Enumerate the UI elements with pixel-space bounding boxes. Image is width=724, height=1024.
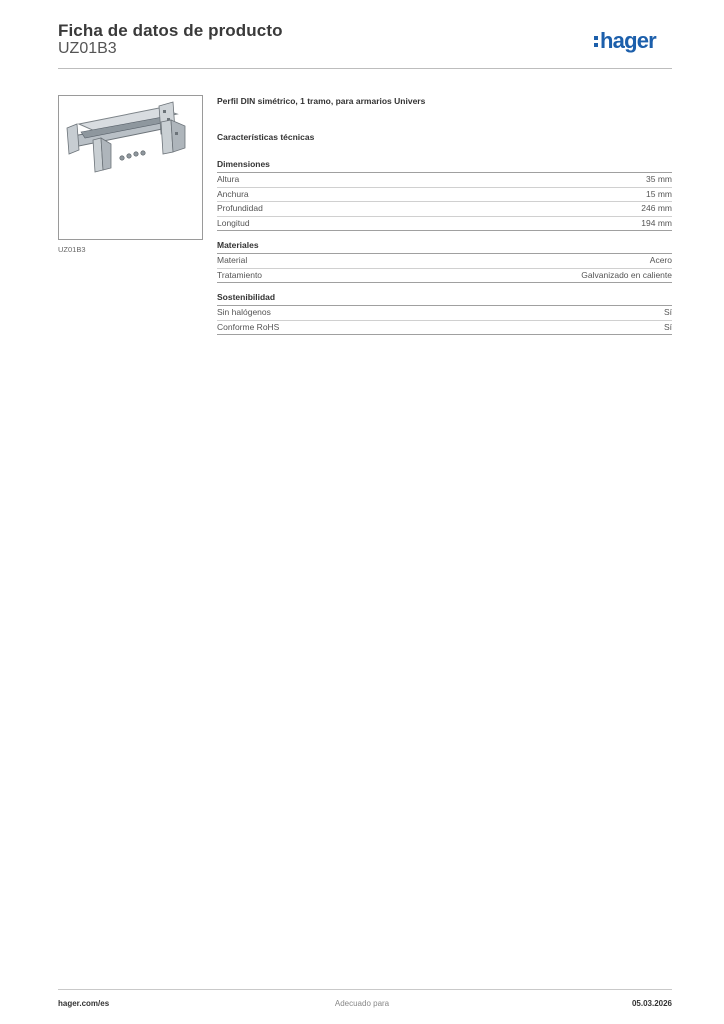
image-caption: UZ01B3	[58, 245, 86, 254]
logo-dot-bottom	[594, 43, 598, 47]
footer-website-link[interactable]: hager.com/es	[58, 999, 110, 1008]
spec-label: Profundidad	[217, 203, 263, 213]
spec-value: 194 mm	[641, 217, 672, 228]
logo-wordmark: hager	[600, 28, 656, 53]
spec-group-dimensiones	[217, 159, 672, 231]
spec-group-title: Sostenibilidad	[217, 292, 672, 306]
screw	[141, 151, 145, 155]
spec-value: 15 mm	[646, 188, 672, 199]
spec-heading: Características técnicas	[217, 132, 315, 142]
spec-value: Galvanizado en caliente	[581, 269, 672, 280]
screw	[134, 152, 138, 156]
spec-row	[217, 321, 672, 336]
spec-row	[217, 188, 672, 203]
spec-value: Sí	[663, 307, 672, 317]
header-divider	[58, 68, 672, 69]
spec-label: Sin halógenos	[217, 307, 271, 317]
logo-dot-top	[594, 36, 598, 40]
spec-group-materiales	[217, 240, 672, 283]
spec-row	[217, 217, 672, 232]
product-code: UZ01B3	[58, 40, 117, 57]
hager-logo	[590, 26, 674, 56]
spec-row	[217, 269, 672, 284]
spec-row	[217, 306, 672, 321]
spec-label: Conforme RoHS	[217, 321, 280, 332]
left-end-bracket	[67, 124, 79, 154]
spec-value: 246 mm	[641, 203, 672, 213]
spec-label: Tratamiento	[217, 269, 263, 280]
footer-date: 05.03.2026	[631, 999, 672, 1008]
product-image	[58, 95, 203, 240]
footer-note: Adecuado para	[334, 999, 390, 1008]
spec-value: Acero	[649, 255, 672, 265]
spec-row	[217, 254, 672, 269]
page-title: Ficha de datos de producto	[58, 21, 283, 40]
spec-row	[217, 202, 672, 217]
spec-label: Anchura	[217, 188, 249, 199]
spec-label: Altura	[217, 174, 240, 184]
footer-divider	[58, 989, 672, 990]
screw	[127, 154, 131, 158]
spec-label: Longitud	[217, 217, 250, 228]
spec-group-title: Dimensiones	[217, 159, 672, 173]
product-description: Perfil DIN simétrico, 1 tramo, para armarios Univers	[217, 96, 426, 106]
screw	[120, 156, 124, 160]
spec-group-title: Materiales	[217, 240, 672, 254]
spec-section	[217, 96, 672, 344]
spec-value: Sí	[663, 321, 672, 332]
spec-group-sostenibilidad	[217, 292, 672, 335]
spec-label: Material	[217, 255, 248, 265]
spec-value: 35 mm	[646, 174, 672, 184]
spec-row	[217, 173, 672, 188]
